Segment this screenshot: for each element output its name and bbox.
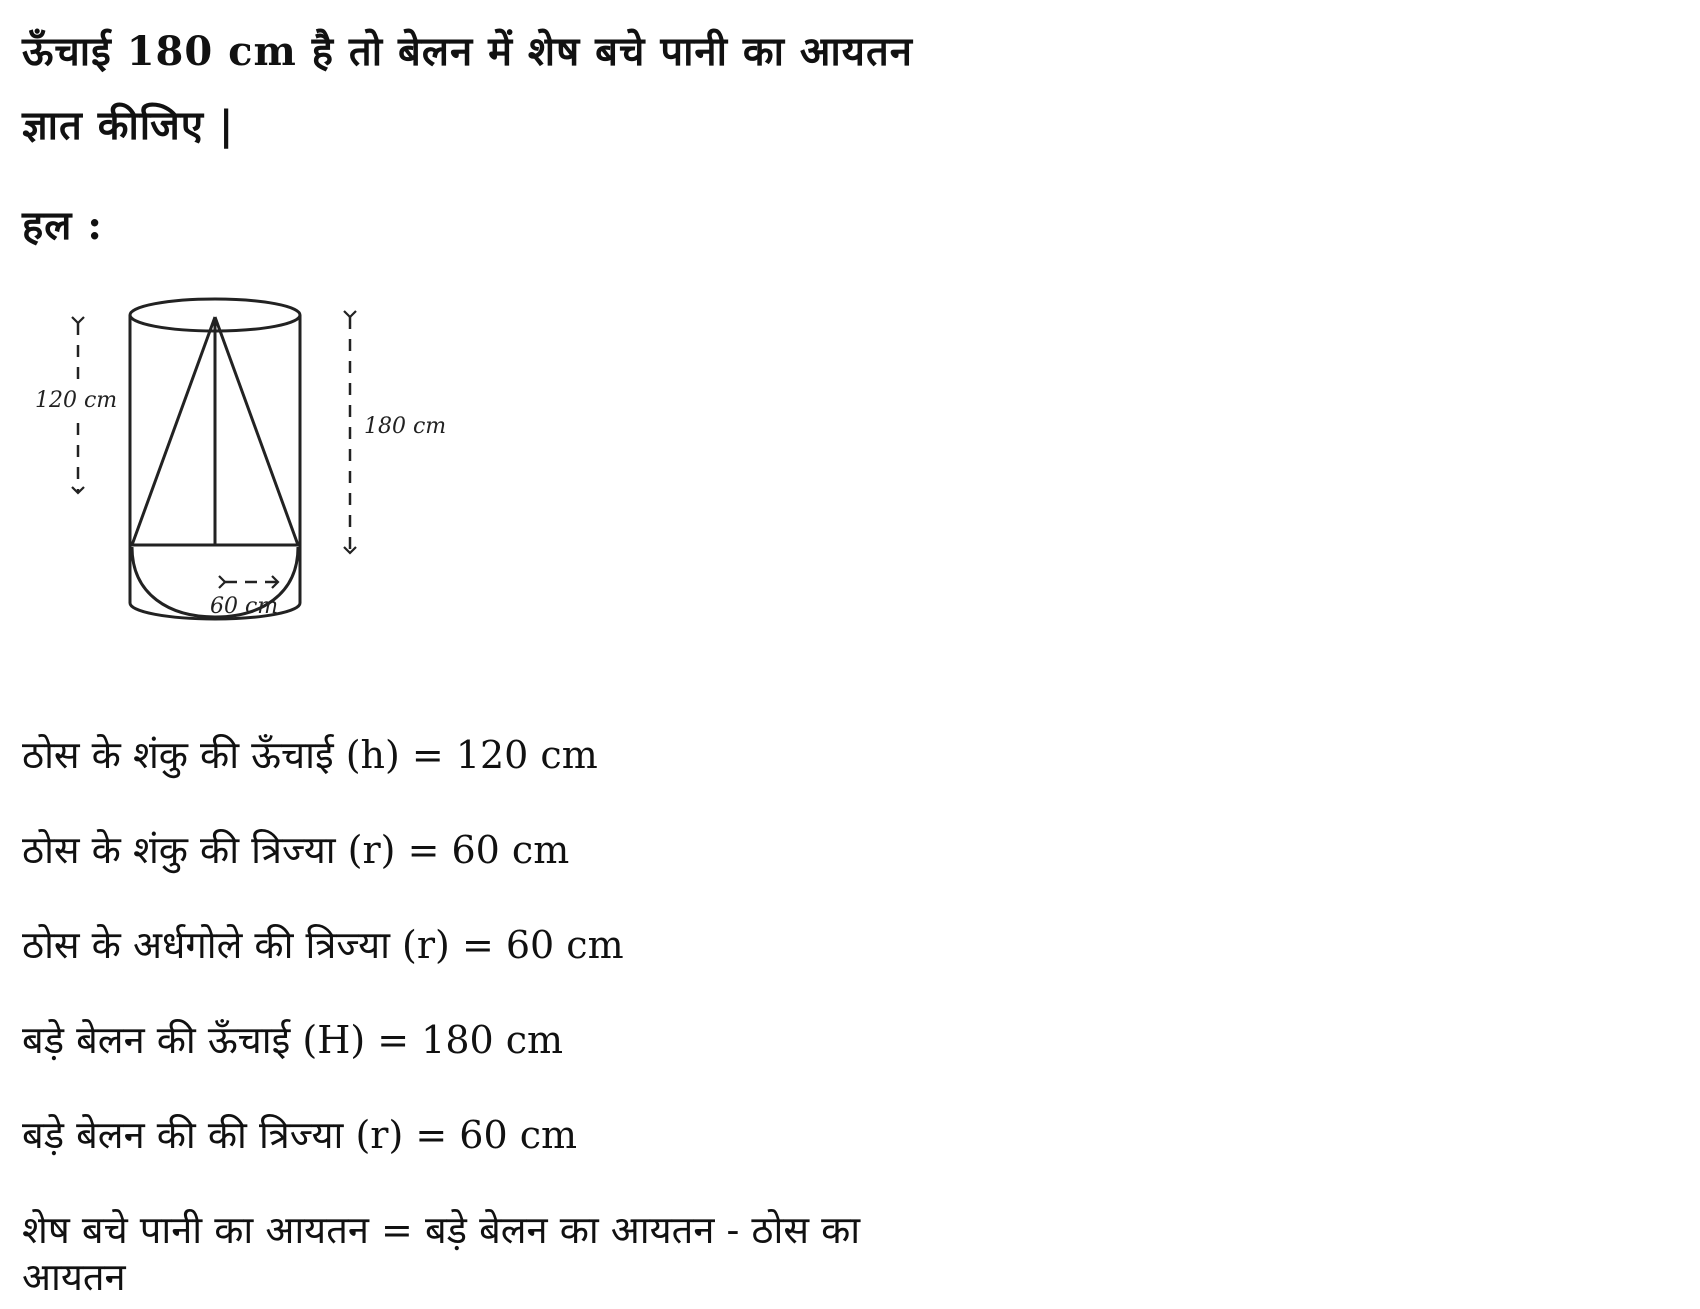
radius-label: 60 cm (210, 594, 279, 619)
step-cylinder-height: बड़े बेलन की ऊँचाई (H) = 180 cm (22, 1018, 564, 1062)
question-line-1: ऊँचाई 180 cm है तो बेलन में शेष बचे पानी का आयतन (22, 28, 913, 75)
cylinder-cone-hemisphere-diagram (30, 295, 450, 675)
step-cone-height: ठोस के शंकु की ऊँचाई (h) = 120 cm (22, 733, 598, 777)
step-hemisphere-radius: ठोस के अर्धगोले की त्रिज्या (r) = 60 cm (22, 923, 624, 967)
cone-shape (130, 317, 300, 545)
cone-height-label: 120 cm (35, 388, 118, 413)
step-remaining-volume-line-2: आयतन (22, 1255, 126, 1299)
solution-heading: हल : (22, 202, 104, 249)
cylinder-height-label: 180 cm (364, 414, 447, 439)
step-cylinder-radius: बड़े बेलन की की त्रिज्या (r) = 60 cm (22, 1113, 578, 1157)
question-line-2: ज्ञात कीजिए | (22, 102, 235, 149)
step-remaining-volume-line-1: शेष बचे पानी का आयतन = बड़े बेलन का आयतन - ठोस का (22, 1208, 861, 1252)
step-cone-radius: ठोस के शंकु की त्रिज्या (r) = 60 cm (22, 828, 570, 872)
